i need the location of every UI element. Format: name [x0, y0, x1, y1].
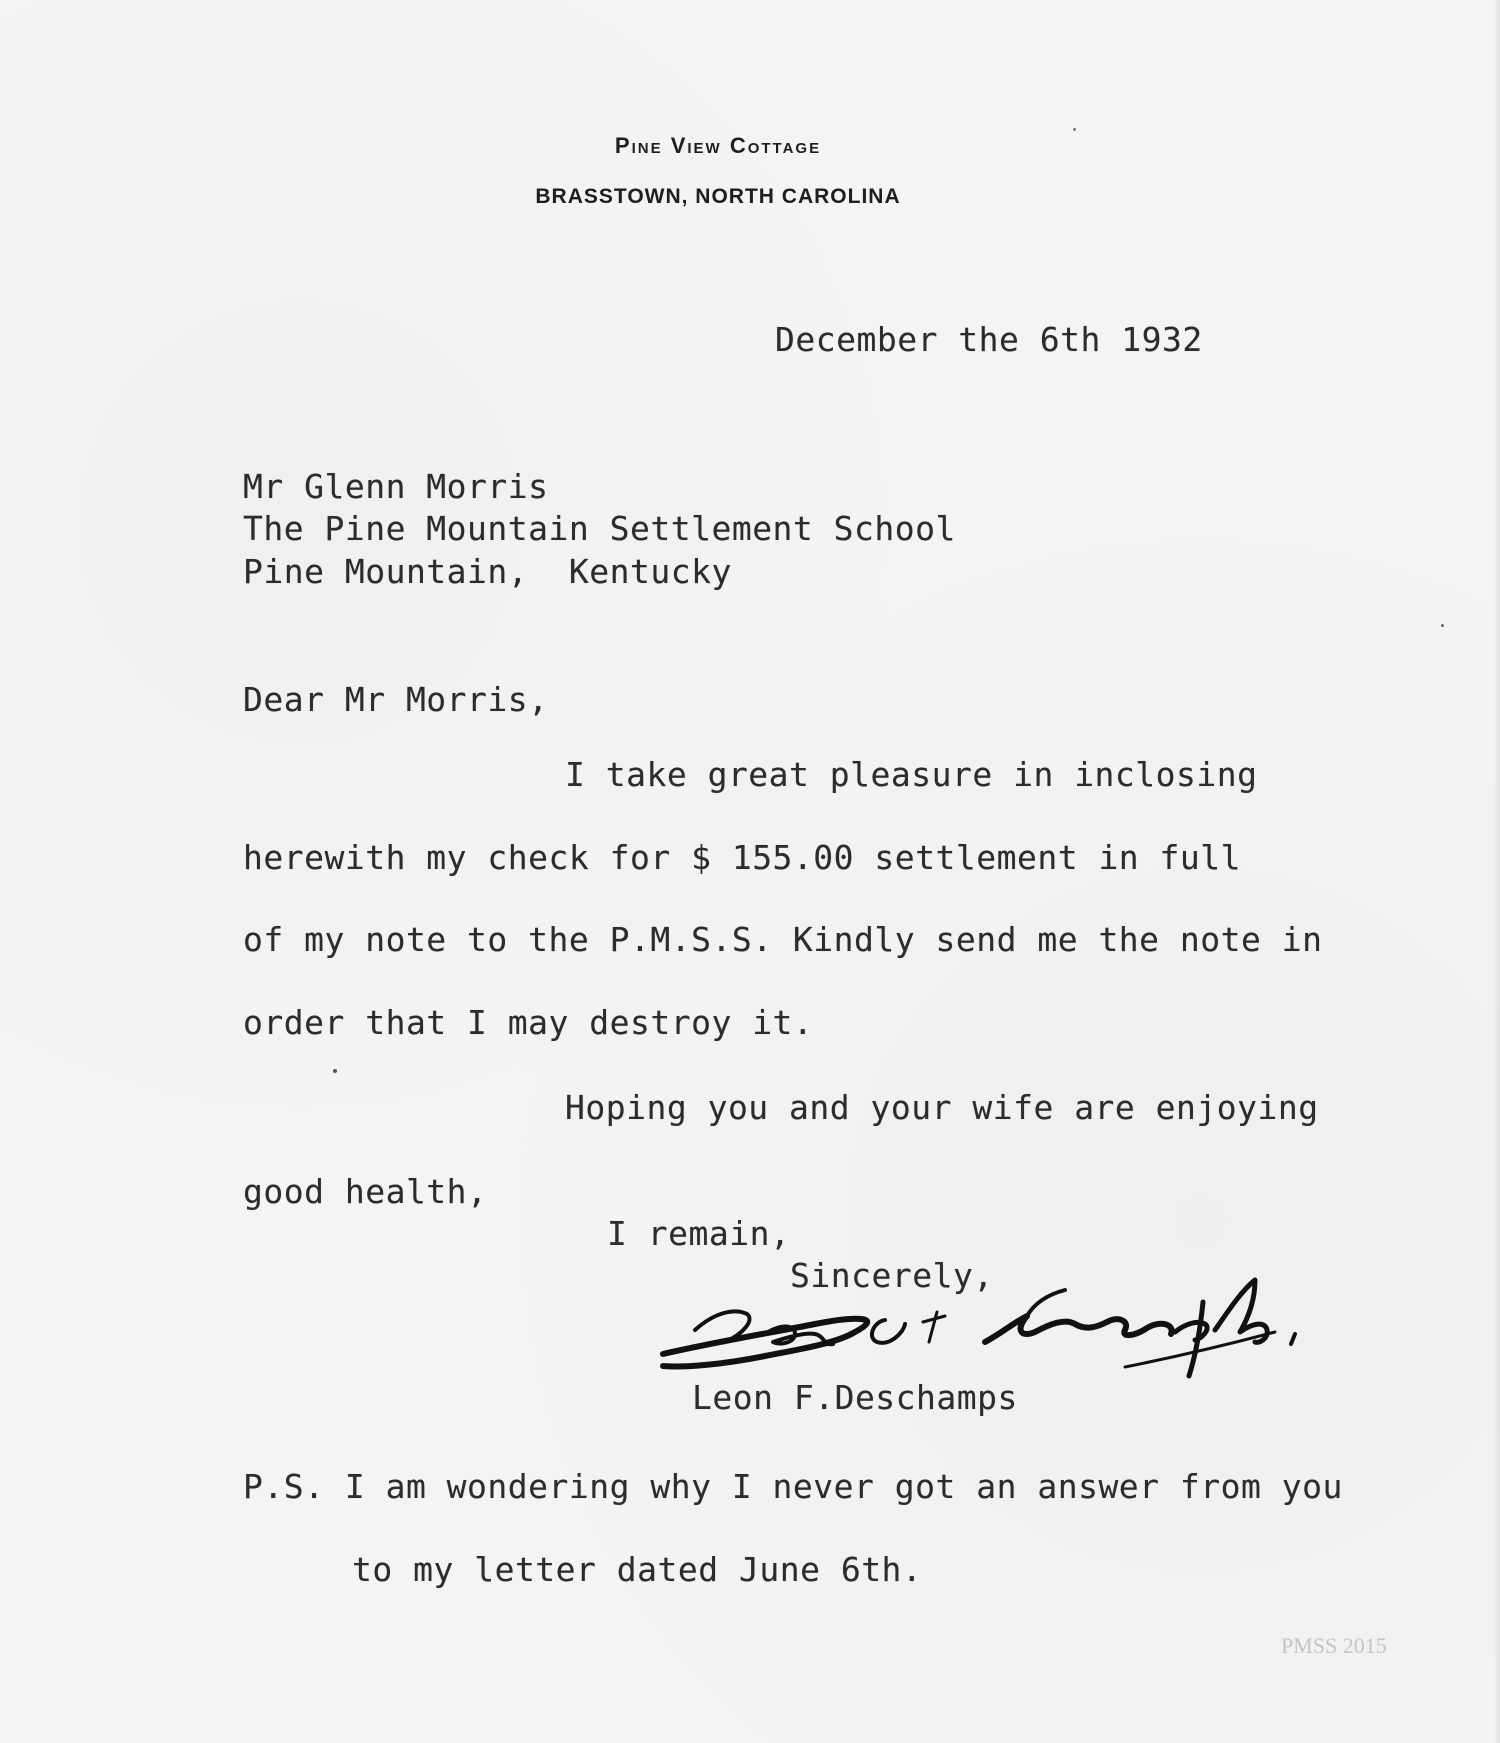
ink-speck [1441, 624, 1444, 627]
page-edge-shadow [1494, 0, 1500, 1743]
ink-speck [1073, 128, 1076, 131]
body-line-3: of my note to the P.M.S.S. Kindly send me the note in [243, 920, 1323, 959]
body-line-2: herewith my check for $ 155.00 settlement in full [243, 838, 1242, 877]
ink-speck [333, 1069, 337, 1073]
closing-sincerely: Sincerely, [790, 1256, 994, 1295]
closing-remain: I remain, [607, 1214, 791, 1253]
body-line-4: order that I may destroy it. [243, 1003, 814, 1042]
recipient-name: Mr Glenn Morris [243, 467, 549, 506]
body-line-1: I take great pleasure in inclosing [565, 755, 1258, 794]
handwritten-signature [655, 1272, 1345, 1392]
postscript-line-1: P.S. I am wondering why I never got an answer from you [243, 1467, 1343, 1506]
archive-watermark: PMSS 2015 [1281, 1633, 1387, 1658]
body-line-5: Hoping you and your wife are enjoying [565, 1088, 1319, 1127]
recipient-location: Pine Mountain, Kentucky [243, 552, 732, 591]
recipient-organization: The Pine Mountain Settlement School [243, 509, 956, 548]
letterhead-name: Pine View Cottage [614, 133, 822, 158]
body-line-6: good health, [243, 1172, 488, 1211]
postscript-line-2: to my letter dated June 6th. [352, 1550, 923, 1589]
letterhead-place: BRASSTOWN, NORTH CAROLINA [535, 185, 901, 208]
salutation: Dear Mr Morris, [243, 680, 549, 719]
letter-date: December the 6th 1932 [775, 320, 1203, 359]
typed-name: Leon F.Deschamps [692, 1378, 1018, 1417]
